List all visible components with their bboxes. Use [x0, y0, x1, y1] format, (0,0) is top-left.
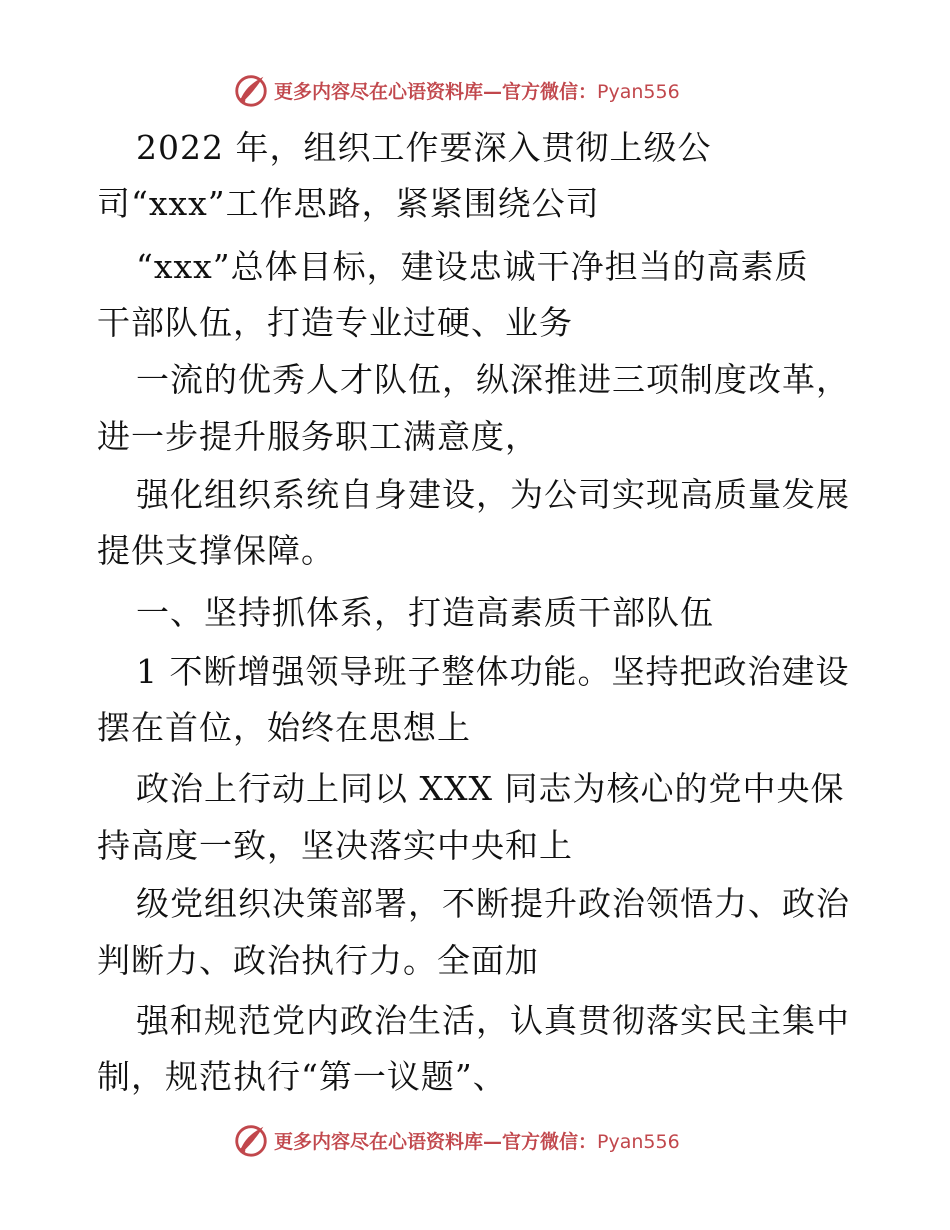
text-line: 干部队伍，打造专业过硬、业务 — [97, 303, 573, 342]
text-line: 级党组织决策部署，不断提升政治领悟力、政治 — [136, 884, 850, 923]
text-line: 判断力、政治执行力。全面加 — [97, 941, 539, 980]
text-line: 强化组织系统自身建设，为公司实现高质量发展 — [136, 475, 850, 514]
text-line: 制，规范执行“第一议题”、 — [97, 1057, 507, 1096]
text-line: 司“xxx”工作思路，紧紧围绕公司 — [97, 184, 600, 223]
watermark-text: 更多内容尽在心语资料库—官方微信：Pyan556 — [274, 80, 680, 103]
text-line: 2022 年，组织工作要深入贯彻上级公 — [136, 128, 712, 167]
ink-brush-seal-icon — [232, 1121, 270, 1159]
watermark-text: 更多内容尽在心语资料库—官方微信：Pyan556 — [274, 1130, 680, 1153]
text-line: 1 不断增强领导班子整体功能。坚持把政治建设 — [136, 652, 850, 691]
watermark-footer — [232, 1120, 680, 1160]
section-heading: 一、坚持抓体系，打造高素质干部队伍 — [136, 593, 714, 632]
text-line: 进一步提升服务职工满意度， — [97, 417, 539, 456]
text-line: 摆在首位，始终在思想上 — [97, 708, 471, 747]
text-line: 一流的优秀人才队伍，纵深推进三项制度改革， — [136, 360, 850, 399]
text-line: 政治上行动上同以 XXX 同志为核心的党中央保 — [136, 769, 845, 808]
text-line: 强和规范党内政治生活，认真贯彻落实民主集中 — [136, 1001, 850, 1040]
text-line: 持高度一致，坚决落实中央和上 — [97, 826, 573, 865]
watermark-contact: Pyan556 — [597, 1130, 680, 1153]
text-line: “xxx”总体目标，建设忠诚干净担当的高素质 — [136, 247, 809, 286]
watermark-contact: Pyan556 — [597, 80, 680, 103]
text-line: 提供支撑保障。 — [97, 531, 335, 570]
